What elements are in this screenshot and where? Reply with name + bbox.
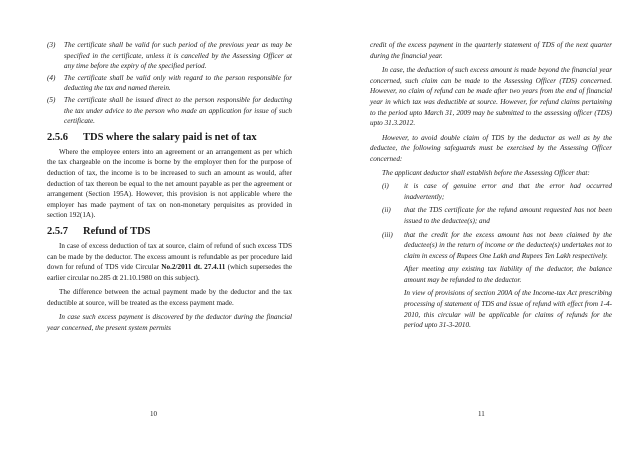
section-title: Refund of TDS — [83, 225, 151, 237]
section-heading-2-5-7 — [47, 225, 292, 238]
page-number-right: 11 — [478, 410, 485, 418]
safeguard-item — [382, 181, 612, 202]
paragraph: Where the employee enters into an agreement or an arrangement as per which the tax chargeable on the income is borne by the employer then for the purpose of deduction of tax, the income is to be increased to such an amount as would, after deduction of tax thereon be equal to the net amount payable as per the agreement or arrangement (Section 195A). However, this provision is not applicable where the employer has made payment of tax on non-monetary perquisites as provided in section 192(1A). — [47, 147, 292, 220]
section-number: 2.5.6 — [47, 131, 68, 143]
circular-reference: No.2/2011 dt. 27.4.11 — [161, 263, 226, 272]
condition-number: (5) — [47, 95, 56, 104]
safeguard-number: (ii) — [382, 206, 391, 215]
paragraph: The difference between the actual payment made by the deductor and the tax deductible at source, will be treated as the excess payment made. — [47, 288, 292, 307]
condition-text: The certificate shall be issued direct to the person responsible for deducting the tax under advice to the person who made an application for issue of such certificate. — [64, 95, 292, 126]
paragraph — [47, 241, 292, 283]
safeguards-intro: The applicant deductor shall establish before the Assessing Officer that: — [382, 168, 590, 177]
paragraph: credit of the excess payment in the quarterly statement of TDS of the next quarter during the financial year. — [370, 41, 612, 60]
safeguard-item — [382, 205, 612, 226]
section-number: 2.5.7 — [47, 225, 68, 237]
condition-number: (3) — [47, 41, 56, 49]
conditions-list — [47, 40, 292, 127]
section-heading-2-5-6 — [47, 131, 292, 144]
paragraph-text: (which supersedes the earlier circular no.285 dt 21.10.1980 on this subject). — [47, 263, 292, 282]
safeguard-number: (iii) — [382, 230, 393, 239]
safeguard-text: that the credit for the excess amount has not been claimed by the deductee(s) in the return of income or the deductee(s) undertakes not to claim in excess of Rupees One Lakh and Rupees Ten Lakh respectively. — [404, 230, 612, 260]
section-title: TDS where the salary paid is net of tax — [83, 131, 257, 143]
safeguard-text: it is case of genuine error and that the error had occurred inadvertently; — [404, 182, 612, 201]
safeguard-number: (i) — [382, 182, 389, 191]
sub-paragraph: After meeting any existing tax liability of the deductor, the balance amount may be refunded to the deductor. — [404, 265, 612, 284]
sub-paragraph: In view of provisions of section 200A of the Income-tax Act prescribing processing of statement of TDS and issue of refund with effect from 1-4-2010, this circular will be applicable for claims of refunds for the period upto 31-3-2010. — [404, 289, 612, 330]
page-number-left: 10 — [150, 410, 157, 418]
condition-text: The certificate shall be valid for such period of the previous year as may be specified in the certificate, unless it is cancelled by the Assessing Officer at any time before the expiry of the specified period. — [64, 41, 292, 71]
condition-number: (4) — [47, 73, 56, 82]
condition-item — [47, 95, 292, 127]
safeguard-text: that the TDS certificate for the refund amount requested has not been issued to the deductee(s); and — [404, 206, 612, 225]
condition-text: The certificate shall be valid only with regard to the person responsible for deducting the tax and named therein. — [64, 73, 292, 93]
right-page — [370, 40, 612, 334]
safeguard-item — [382, 230, 612, 262]
left-page — [47, 40, 292, 334]
condition-item — [47, 40, 292, 72]
condition-item — [47, 73, 292, 94]
paragraph: However, to avoid double claim of TDS by the deductor as well as by the deductee, the following safeguards must be exercised by the Assessing Officer concerned: — [370, 133, 612, 163]
paragraph: In case such excess payment is discovered by the deductor during the financial year concerned, the present system permits — [47, 313, 292, 333]
paragraph-text: In case of excess deduction of tax at source, claim of refund of such excess TDS can be made by the deductor. The excess amount is refundable as per procedure laid down for refund of TDS vide Circular — [47, 241, 292, 272]
paragraph: In case, the deduction of such excess amount is made beyond the financial year concerned, such claim can be made to the Assessing Officer (TDS) concerned. However, no claim of refund can be made after two years from the end of financial year in which tax was deductible at source. However, for refund claims pertaining to the period upto March 31, 2009 may be submitted to the assessing officer (TDS) upto 31.3.2012. — [370, 66, 612, 128]
